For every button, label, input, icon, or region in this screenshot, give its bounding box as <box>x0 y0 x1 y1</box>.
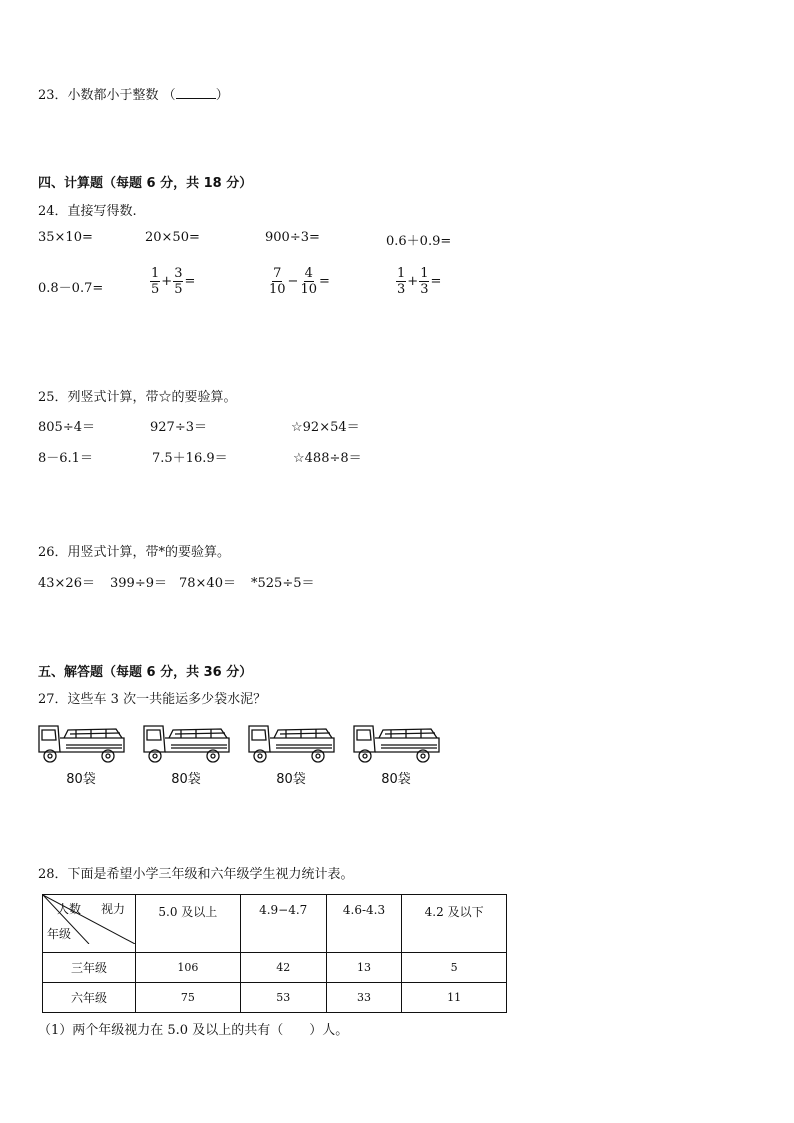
table-cell: 53 <box>240 983 326 1013</box>
table-row <box>43 953 507 983</box>
fraction: $\frac{7}{10}$ <box>269 266 286 297</box>
q24-item-5: 0.8－0.7= <box>38 281 104 296</box>
table-cell: 106 <box>136 953 241 983</box>
truck-label: 80袋 <box>381 772 411 787</box>
table-header-row <box>43 895 507 953</box>
q23-close: ） <box>215 88 229 103</box>
q24-fraction-expr-2: $\frac{7}{10}$ − $\frac{4}{10}$ = <box>269 266 330 297</box>
corner-label-grade: 年级 <box>47 927 72 941</box>
fraction: $\frac{1}{3}$ <box>397 266 406 297</box>
table-cell: 5 <box>402 953 507 983</box>
truck-icon <box>36 718 126 766</box>
q24-title: 24．直接写得数. <box>38 204 137 219</box>
row-header: 三年级 <box>43 953 136 983</box>
table-cell: 75 <box>136 983 241 1013</box>
table-cell: 33 <box>326 983 402 1013</box>
diagonal-header-cell <box>43 895 136 953</box>
column-header: 4.2 及以下 <box>402 895 507 953</box>
q28-title: 28．下面是希望小学三年级和六年级学生视力统计表。 <box>38 867 354 882</box>
q26-item-4: *525÷5＝ <box>251 576 315 591</box>
q24-fraction-expr-1: $\frac{1}{5}$ + $\frac{3}{5}$ = <box>151 266 196 297</box>
truck-label: 80袋 <box>66 772 96 787</box>
table-row <box>43 983 507 1013</box>
column-header: 5.0 及以上 <box>136 895 241 953</box>
table-cell: 11 <box>402 983 507 1013</box>
truck-label: 80袋 <box>276 772 306 787</box>
section-5-title: 五、解答题（每题 6 分，共 36 分） <box>38 665 253 680</box>
q26-title: 26．用竖式计算，带*的要验算。 <box>38 545 231 560</box>
q25-item-3: ☆92×54＝ <box>291 420 360 435</box>
q25-title: 25．列竖式计算，带☆的要验算。 <box>38 390 237 405</box>
q26-item-3: 78×40＝ <box>179 576 236 591</box>
row-header: 六年级 <box>43 983 136 1013</box>
q23-answer-blank[interactable] <box>176 87 216 99</box>
q25-item-4: 8－6.1＝ <box>38 451 93 466</box>
q23-line <box>38 84 229 103</box>
truck-label: 80袋 <box>171 772 201 787</box>
q28-sub-question-1: （1）两个年级视力在 5.0 及以上的共有（ ）人。 <box>38 1023 349 1038</box>
q24-fraction-expr-3: $\frac{1}{3}$ + $\frac{1}{3}$ = <box>397 266 442 297</box>
fraction: $\frac{1}{3}$ <box>420 266 429 297</box>
q24-item-2: 20×50= <box>145 230 200 245</box>
fraction: $\frac{4}{10}$ <box>300 266 317 297</box>
table-cell: 42 <box>240 953 326 983</box>
q24-item-1: 35×10= <box>38 230 93 245</box>
column-header: 4.9−4.7 <box>240 895 326 953</box>
q25-item-2: 927÷3＝ <box>150 420 207 435</box>
vision-table <box>42 894 507 1013</box>
fraction: $\frac{3}{5}$ <box>174 266 183 297</box>
q23-text: 23．小数都小于整数 （ <box>38 88 176 103</box>
q24-item-4: 0.6＋0.9= <box>386 234 452 249</box>
q25-item-5: 7.5＋16.9＝ <box>152 451 228 466</box>
corner-label-count: 人数 <box>57 902 82 916</box>
q26-item-2: 399÷9＝ <box>110 576 167 591</box>
column-header: 4.6-4.3 <box>326 895 402 953</box>
truck-icon <box>246 718 336 766</box>
section-4-title: 四、计算题（每题 6 分，共 18 分） <box>38 176 253 191</box>
q26-item-1: 43×26＝ <box>38 576 95 591</box>
q24-item-3: 900÷3= <box>265 230 320 245</box>
corner-label-vision: 视力 <box>101 902 126 916</box>
q27-title: 27．这些车 3 次一共能运多少袋水泥？ <box>38 692 267 707</box>
truck-icon <box>141 718 231 766</box>
table-cell: 13 <box>326 953 402 983</box>
q25-item-1: 805÷4＝ <box>38 420 95 435</box>
q25-item-6: ☆488÷8＝ <box>293 451 362 466</box>
fraction: $\frac{1}{5}$ <box>151 266 160 297</box>
truck-icon <box>351 718 441 766</box>
